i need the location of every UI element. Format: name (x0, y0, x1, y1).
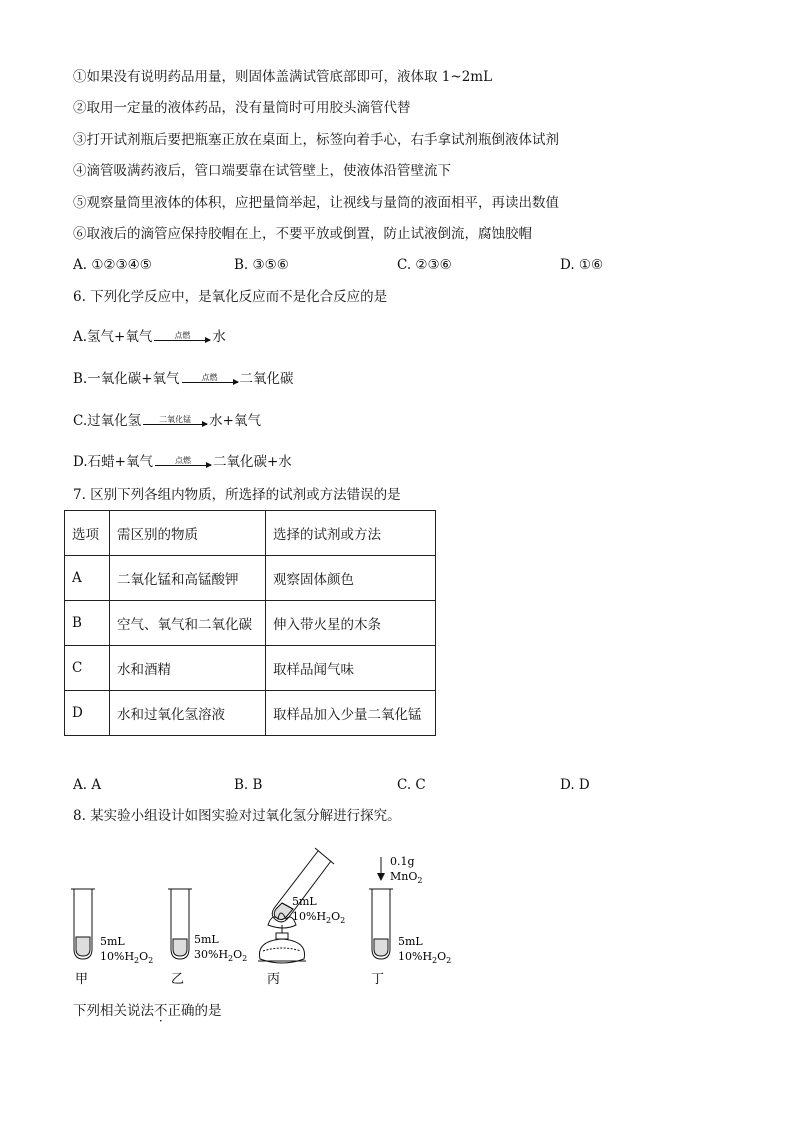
products: 二氧化碳+水 (212, 454, 292, 470)
table-row (65, 601, 436, 646)
table-cell: D (65, 691, 110, 736)
table-cell: C (65, 646, 110, 691)
q6-stem: 6. 下列化学反应中，是氧化反应而不是化合反应的是 (73, 289, 388, 305)
followup-text-pre: 下列相关说法 (73, 1003, 154, 1019)
q8-experiment-figure (60, 845, 480, 1000)
reaction-condition: 点燃 (174, 456, 191, 465)
down-arrow-icon (377, 857, 385, 881)
tube-label-bing: 丙 (267, 972, 281, 987)
products: 二氧化碳 (239, 371, 294, 387)
products: 水+氧气 (209, 413, 261, 429)
table-cell: 取样品加入少量二氧化锰 (266, 691, 436, 736)
reaction-condition: 点燃 (201, 373, 218, 382)
q7-option-a: A. A (73, 777, 102, 793)
option-prefix: D. (73, 454, 88, 470)
option-prefix: C. (73, 413, 88, 429)
q7-table (64, 510, 436, 736)
q6-option-a (73, 319, 226, 345)
tube-label-yi: 乙 (171, 972, 185, 987)
test-tube-ding (369, 889, 393, 959)
q6-option-c (73, 403, 261, 429)
tube-label-ding: 丁 (371, 972, 385, 987)
table-cell: 二氧化锰和高锰酸钾 (110, 556, 266, 601)
q7-option-c: C. C (397, 777, 426, 793)
q8-stem: 8. 某实验小组设计如图实验对过氧化氢分解进行探究。 (73, 808, 401, 824)
followup-text-post: 正确的是 (167, 1003, 222, 1019)
option-prefix: B. (73, 371, 88, 387)
reaction-condition: 点燃 (174, 331, 191, 340)
reactants: 过氧化氢 (87, 413, 142, 429)
table-row (65, 646, 436, 691)
q5-statement-6: ⑥取液后的滴管应保持胶帽在上，不要平放或倒置，防止试液倒流，腐蚀胶帽 (73, 226, 532, 242)
q5-option-b: B. ③⑤⑥ (234, 257, 289, 273)
table-cell: 伸入带火星的木条 (266, 601, 436, 646)
table-cell: 空气、氧气和二氧化碳 (110, 601, 266, 646)
tube-label-jia: 甲 (75, 972, 89, 987)
products: 水 (212, 329, 226, 345)
table-cell: 取样品闻气味 (266, 646, 436, 691)
table-cell: 水和过氧化氢溶液 (110, 691, 266, 736)
table-header-cell: 需区别的物质 (110, 511, 266, 556)
q5-statement-3: ③打开试剂瓶后要把瓶塞正放在桌面上，标签向着手心，右手拿试剂瓶倒液体试剂 (73, 132, 559, 148)
tube-bing-volume: 5mL (292, 895, 317, 908)
q7-stem: 7. 区别下列各组内物质，所选择的试剂或方法错误的是 (73, 487, 401, 503)
q5-statement-5: ⑤观察量筒里液体的体积，应把量筒举起，让视线与量筒的液面相平，再读出数值 (73, 195, 559, 211)
tube-bing-solution: $10\%H_2O_2$ (292, 910, 346, 925)
reactants: 石蜡+氧气 (87, 454, 153, 470)
tube-jia-volume: 5mL (100, 935, 125, 948)
q5-option-a: A. ①②③④⑤ (73, 257, 152, 273)
table-header-cell: 选择的试剂或方法 (266, 511, 436, 556)
tube-jia-solution: $10\%H_2O_2$ (100, 950, 154, 965)
tube-ding-solution: $10\%H_2O_2$ (398, 950, 452, 965)
reagent-formula: MnO$_2$ (390, 870, 423, 885)
table-header-cell: 选项 (65, 511, 110, 556)
followup-emphasis: 不 (154, 1003, 168, 1019)
table-cell: 观察固体颜色 (266, 556, 436, 601)
test-tube-yi (168, 889, 192, 959)
q5-statement-2: ②取用一定量的液体药品，没有量筒时可用胶头滴管代替 (73, 100, 411, 116)
table-header-row (65, 511, 436, 556)
q7-option-b: B. B (234, 777, 263, 793)
reactants: 氢气+氧气 (87, 329, 153, 345)
q8-followup-question (73, 1002, 222, 1020)
table-row (65, 691, 436, 736)
reaction-arrow (155, 456, 211, 466)
q5-option-c: C. ②③⑥ (397, 257, 452, 273)
reaction-arrow (154, 331, 210, 341)
table-row (65, 556, 436, 601)
q7-option-d: D. D (560, 777, 590, 793)
reaction-arrow (143, 415, 207, 425)
option-prefix: A. (73, 329, 88, 345)
q6-option-b (73, 361, 294, 387)
tube-yi-volume: 5mL (194, 933, 219, 946)
reactants: 一氧化碳+氧气 (87, 371, 180, 387)
reagent-mass: 0.1g (390, 855, 415, 868)
q5-statement-1: ①如果没有说明药品用量，则固体盖满试管底部即可，液体取 1~2mL (73, 69, 493, 85)
reaction-arrow (182, 373, 238, 383)
tube-ding-volume: 5mL (398, 935, 423, 948)
q5-statement-4: ④滴管吸满药液后，管口端要靠在试管壁上，使液体沿管壁流下 (73, 163, 451, 179)
q5-option-d: D. ①⑥ (560, 257, 604, 273)
table-cell: 水和酒精 (110, 646, 266, 691)
table-cell: A (65, 556, 110, 601)
table-cell: B (65, 601, 110, 646)
test-tube-jia (71, 889, 95, 959)
q6-option-d (73, 444, 292, 470)
reaction-condition: 二氧化锰 (159, 415, 192, 424)
tube-yi-solution: $30\%H_2O_2$ (194, 948, 248, 963)
